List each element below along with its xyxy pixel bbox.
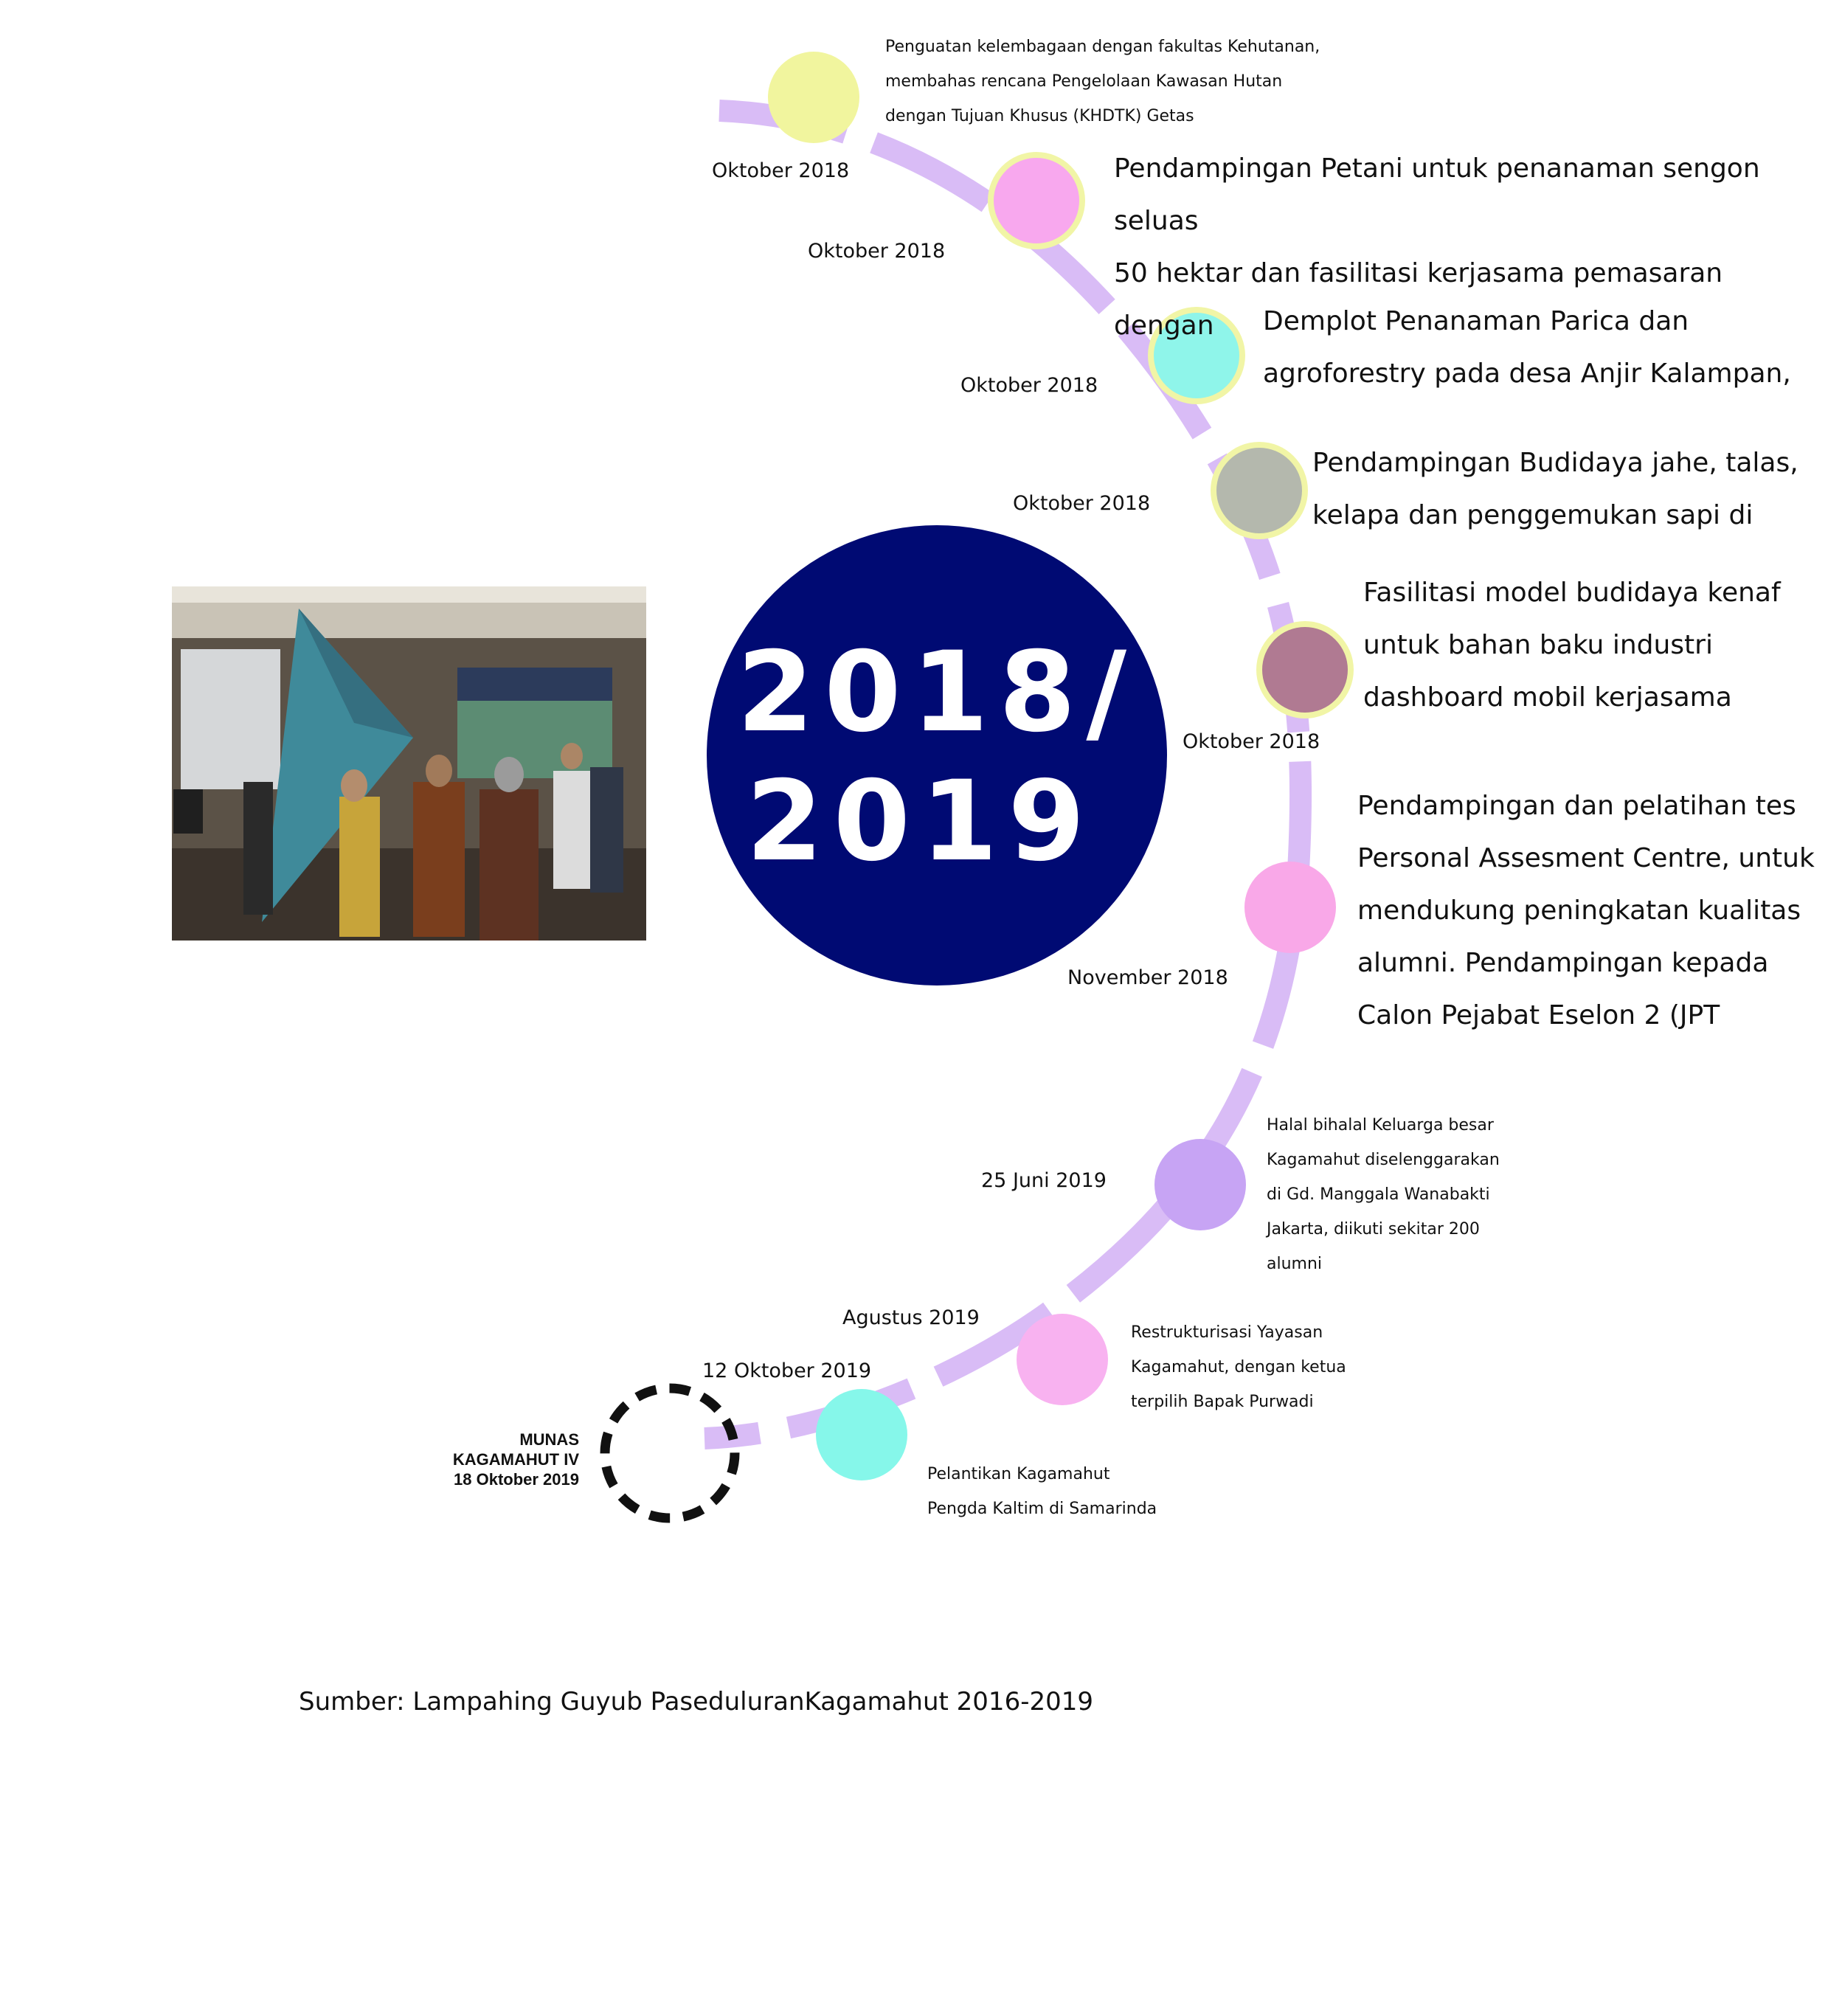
event-date-9: 12 Oktober 2019 <box>702 1359 872 1382</box>
event-date-2: Oktober 2018 <box>808 240 946 263</box>
munas-circle <box>605 1388 735 1518</box>
source-note: Sumber: Lampahing Guyub PaseduluranKagamahut 2016-2019 <box>299 1687 1093 1717</box>
event-node-2 <box>994 158 1079 243</box>
event-text-7: Halal bihalal Keluarga besar Kagamahut diselenggarakan di Gd. Manggala Wanabakti Jakarta, diikuti sekitar 200 alumni <box>1267 1116 1500 1273</box>
event-text-1: Penguatan kelembagaan dengan fakultas Kehutanan, membahas rencana Pengelolaan Kawasan Hutan dengan Tujuan Khusus (KHDTK) Getas <box>885 38 1320 125</box>
event-text-3: Demplot Penanaman Parica dan agroforestry pada desa Anjir Kalampan, <box>1263 306 1791 389</box>
year-line-1: 2018/ <box>736 628 1138 757</box>
event-node-8 <box>1017 1314 1108 1405</box>
event-node-5 <box>1262 627 1348 713</box>
event-node-9 <box>816 1389 907 1480</box>
event-text-5: Fasilitasi model budidaya kenaf untuk bahan baku industri dashboard mobil kerjasama <box>1363 578 1781 713</box>
event-text-9: Pelantikan Kagamahut Pengda Kaltim di Samarinda <box>927 1465 1157 1518</box>
event-node-4 <box>1216 448 1302 533</box>
event-date-7: 25 Juni 2019 <box>981 1169 1107 1192</box>
event-date-6: November 2018 <box>1067 966 1228 989</box>
year-line-2: 2019 <box>746 758 1095 886</box>
event-date-8: Agustus 2019 <box>842 1306 980 1329</box>
event-date-4: Oktober 2018 <box>1013 492 1151 515</box>
event-node-1 <box>768 52 859 143</box>
event-text-8: Restrukturisasi Yayasan Kagamahut, dengan ketua terpilih Bapak Purwadi <box>1131 1323 1346 1411</box>
event-node-6 <box>1244 862 1336 953</box>
event-node-7 <box>1154 1139 1246 1230</box>
event-text-2: Pendampingan Petani untuk penanaman sengon seluas 50 hektar dan fasilitasi kerjasama pemasaran dengan <box>1114 153 1760 341</box>
event-date-1: Oktober 2018 <box>712 159 850 182</box>
munas-label: MUNAS KAGAMAHUT IV 18 Oktober 2019 <box>452 1430 579 1489</box>
event-text-4: Pendampingan Budidaya jahe, talas, kelapa dan penggemukan sapi di <box>1312 448 1798 530</box>
event-date-3: Oktober 2018 <box>960 374 1098 397</box>
ceremony-photo <box>172 586 646 941</box>
event-text-6: Pendampingan dan pelatihan tes Personal Assesment Centre, untuk mendukung peningkatan kualitas alumni. Pendampingan kepada Calon Pejabat Eselon 2 (JPT <box>1357 791 1815 1030</box>
event-date-5: Oktober 2018 <box>1183 730 1320 753</box>
